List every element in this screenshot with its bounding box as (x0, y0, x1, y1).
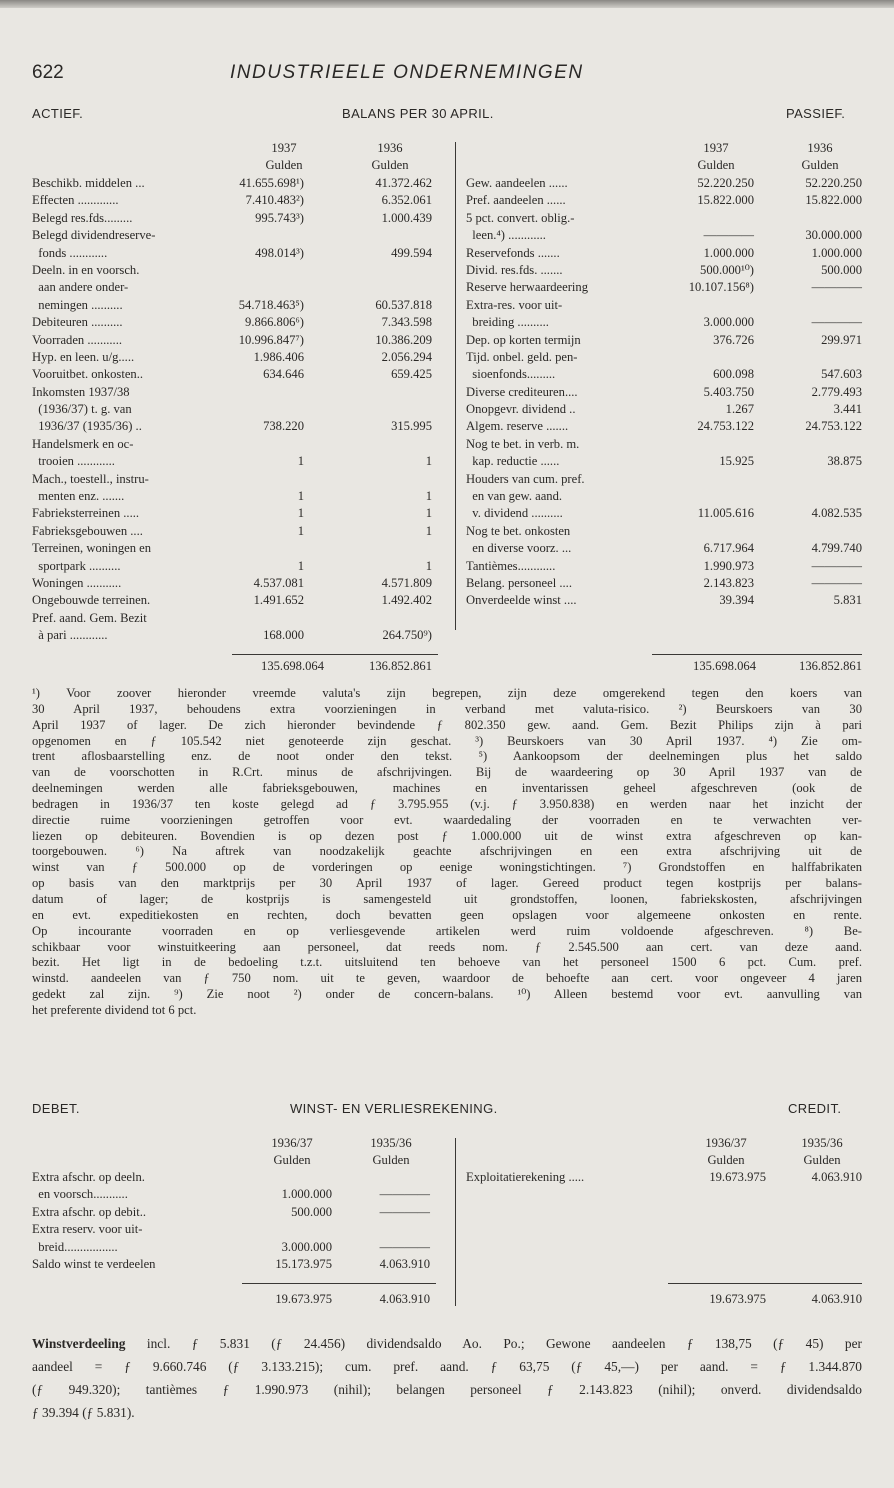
asset-value-1937: 738.220 (263, 419, 304, 434)
credit-total-y2: 4.063.910 (811, 1292, 862, 1306)
debit-row-label: Extra reserv. voor uit- (32, 1222, 143, 1237)
asset-value-1936: 6.352.061 (381, 193, 432, 208)
debit-value-y1: 15.173.975 (275, 1256, 332, 1271)
asset-row-label: Beschikb. middelen ... (32, 176, 145, 190)
pl-divider (455, 1138, 456, 1306)
liability-value-1936 (754, 488, 862, 505)
debit-y2-header (351, 1135, 431, 1170)
asset-row-label: Fabrieksgebouwen .... (32, 523, 143, 538)
liability-value-1937: 10.107.156⁸) (688, 280, 754, 295)
footnote-line: deelnemingen werden alle fabrieksgebouwen, machines en inventarissen geheel afgeschreven (ook de (32, 781, 862, 796)
liability-value-1937: 3.000.000 (703, 315, 754, 330)
liability-value-1936: ———— (811, 575, 862, 590)
unit-label: Gulden (707, 1153, 745, 1168)
profit-distribution-line: ƒ 39.394 (ƒ 5.831). (32, 1405, 135, 1420)
asset-row-label: Belegd res.fds......... (32, 210, 133, 225)
asset-row-label: Inkomsten 1937/38 (32, 384, 130, 399)
asset-row-label: fonds ............ (32, 245, 108, 260)
credit-y1-header (686, 1135, 766, 1170)
liability-value-1937 (650, 297, 754, 314)
debit-total-rule (242, 1283, 436, 1284)
debit-value-y2 (334, 1221, 430, 1238)
asset-value-1936: 659.425 (391, 367, 432, 382)
liability-value-1936: ———— (811, 280, 862, 295)
asset-value-1937 (214, 279, 304, 296)
footnote-line: datum of lager; de kostprijs is samengesteld uit grondstoffen, loonen, fabriekskosten, afschrijvingen (32, 891, 862, 906)
debit-value-y1: 1.000.000 (281, 1187, 332, 1202)
asset-row-label: Deeln. in en voorsch. (32, 262, 140, 277)
assets-1936-header (350, 140, 430, 175)
asset-row-label: Belegd dividendreserve- (32, 228, 156, 243)
liability-value-1937: 1.267 (725, 402, 754, 417)
unit-label: Gulden (801, 158, 839, 173)
pl-debet-caption: DEBET. (32, 1101, 80, 1116)
debit-value-y1 (234, 1169, 332, 1186)
liability-value-1936: 4.799.740 (811, 541, 862, 556)
liability-value-1936: 3.441 (833, 402, 862, 417)
asset-value-1936: 41.372.462 (375, 176, 432, 190)
profit-distribution-line: Winstverdeeling incl. ƒ 5.831 (ƒ 24.456) dividendsaldo Ao. Po.; Gewone aandeelen ƒ 138,75 (ƒ 45) per (32, 1336, 862, 1351)
liability-row-label: Dep. op korten termijn (466, 332, 581, 347)
liability-row-label: Tantièmes............ (466, 558, 556, 573)
liability-value-1937 (650, 523, 754, 540)
asset-row-label: 1936/37 (1935/36) .. (32, 419, 142, 434)
asset-value-1937: 4.537.081 (253, 575, 304, 590)
assets-total-1936: 136.852.861 (369, 659, 432, 673)
liability-value-1937 (650, 436, 754, 453)
asset-value-1937: 1 (297, 558, 304, 573)
asset-value-1937: 168.000 (263, 628, 304, 643)
footnote-line: en evt. expeditiekosten en rechten, doch bevatten geen opslagen voor algemeene onkosten en rente. (32, 907, 862, 922)
liability-row-label: Algem. reserve ....... (466, 419, 569, 434)
debit-row-label: breid................. (32, 1239, 118, 1254)
debit-y1-header (252, 1135, 332, 1170)
asset-value-1936: 1 (425, 523, 432, 538)
asset-value-1937: 498.014³) (255, 245, 304, 260)
asset-value-1936: 60.537.818 (375, 297, 432, 312)
asset-value-1937 (214, 227, 304, 244)
liability-value-1936 (754, 471, 862, 488)
footnote-line: op basis van den marktprijs per 30 April 1937 of lager. Gereed product tegen kostprijs per balans- (32, 876, 862, 891)
liability-value-1936: 547.603 (821, 367, 862, 382)
asset-value-1936: 2.056.294 (381, 349, 432, 364)
footnote-line: Op incourante voorraden en op verliesgevende artikelen werd ruim voldoende afgeschreven. ⁸) Be- (32, 923, 862, 938)
footnote-line: April 1937 of lager. De zich hieronder bevindende ƒ 802.350 gew. aand. Gem. Bezit Philips zijn à pari (32, 717, 862, 732)
pl-title: WINST- EN VERLIESREKENING. (290, 1101, 498, 1116)
year-header: 1936/37 (271, 1136, 313, 1150)
liability-value-1936 (754, 297, 862, 314)
asset-value-1937: 41.655.698¹) (239, 176, 304, 190)
asset-row-label: trooien ............ (32, 454, 115, 469)
asset-value-1937: 995.743³) (255, 210, 304, 225)
asset-value-1936: 264.750⁹) (382, 628, 432, 643)
liab-total-rule (652, 654, 862, 655)
asset-value-1937: 1.491.652 (253, 593, 304, 608)
asset-value-1936 (314, 610, 432, 627)
asset-value-1937: 1 (297, 506, 304, 521)
liability-row-label: Houders van cum. pref. (466, 471, 585, 486)
liability-row-label: Reservefonds ....... (466, 245, 560, 260)
balance-divider (455, 142, 456, 630)
liability-value-1937 (650, 488, 754, 505)
liability-value-1936: 2.779.493 (811, 384, 862, 399)
assets-1937-header (244, 140, 324, 175)
year-header: 1937 (703, 141, 729, 155)
asset-value-1937: 1 (297, 523, 304, 538)
asset-value-1936: 1 (425, 454, 432, 469)
debit-total-y2: 4.063.910 (379, 1292, 430, 1306)
liab-1937-header (676, 140, 756, 175)
liability-value-1936: 30.000.000 (805, 228, 862, 243)
year-header: 1935/36 (370, 1136, 412, 1150)
liability-row-label: Gew. aandeelen ...... (466, 176, 568, 190)
asset-row-label: sportpark .......... (32, 558, 121, 573)
debit-row-label: Saldo winst te verdeelen (32, 1256, 156, 1271)
unit-label: Gulden (697, 158, 735, 173)
footnote-line: bezit. Het ligt in de bedoeling t.z.t. uitsluitend ten behoeve van het personeel 1500 6 pct. Cum. pref. (32, 955, 862, 970)
liability-value-1936: 38.875 (827, 454, 862, 469)
liability-value-1936 (754, 349, 862, 366)
credit-total-y1: 19.673.975 (709, 1292, 766, 1306)
debit-value-y1 (234, 1221, 332, 1238)
asset-value-1937: 1 (297, 489, 304, 504)
asset-value-1937 (214, 610, 304, 627)
debit-row-label: Extra afschr. op debit.. (32, 1204, 147, 1219)
asset-row-label: (1936/37) t. g. van (32, 402, 132, 417)
liability-value-1937: 376.726 (713, 332, 754, 347)
liability-value-1936: ———— (811, 315, 862, 330)
asset-value-1937 (214, 471, 304, 488)
asset-row-label: Fabrieksterreinen ..... (32, 506, 140, 521)
footnote-line: directie ruime voorzieningen getroffen voor evt. waardedaling der voorraden en te verwachten ver- (32, 812, 862, 827)
asset-value-1937: 10.996.847⁷) (238, 332, 304, 347)
liability-row-label: Belang. personeel .... (466, 575, 572, 590)
liability-row-label: 5 pct. convert. oblig.- (466, 210, 575, 225)
asset-value-1936 (314, 279, 432, 296)
asset-value-1937 (214, 436, 304, 453)
debit-value-y2: 4.063.910 (379, 1256, 430, 1271)
footnote-line: winst van ƒ 500.000 op de vorderingen op eenige woningstichtingen. ⁷) Grondstoffen en halffabrikaten (32, 860, 862, 875)
debit-value-y2: ———— (379, 1204, 430, 1219)
balance-title: BALANS PER 30 APRIL. (342, 106, 494, 121)
year-header: 1937 (271, 141, 297, 155)
asset-row-label: Hyp. en leen. u/g..... (32, 349, 135, 364)
liability-row-label: Tijd. onbel. geld. pen- (466, 349, 578, 364)
footnote-line: winstd. aandeelen van ƒ 750 nom. uit te geven, waardoor de behoefte aan cert. voor ongeveer 4 jaren (32, 971, 862, 986)
debit-row-label: Extra afschr. op deeln. (32, 1170, 145, 1184)
asset-value-1937: 9.866.806⁶) (245, 315, 304, 330)
profit-distribution-line: aandeel = ƒ 9.660.746 (ƒ 3.133.215); cum. pref. aand. ƒ 63,75 (ƒ 45,—) per aand. = ƒ 1.344.870 (32, 1359, 862, 1374)
liability-value-1937: 6.717.964 (703, 541, 754, 556)
liability-value-1936: 500.000 (821, 262, 862, 277)
liability-row-label: Onopgevr. dividend .. (466, 402, 576, 417)
credit-row-label: Exploitatierekening ..... (466, 1170, 585, 1184)
footnote-line: schikbaar voor winstuitkeering aan personeel, dat reeds nom. ƒ 2.545.500 aan cert. van deze aand. (32, 939, 862, 954)
liability-value-1936: 1.000.000 (811, 245, 862, 260)
asset-value-1937: 7.410.483²) (245, 193, 304, 208)
asset-row-label: Ongebouwde terreinen. (32, 593, 151, 608)
liability-value-1936 (754, 210, 862, 227)
liability-value-1936: 15.822.000 (805, 193, 862, 208)
asset-value-1936: 10.386.209 (375, 332, 432, 347)
asset-value-1937: 634.646 (263, 367, 304, 382)
asset-value-1936 (314, 471, 432, 488)
asset-row-label: Effecten ............. (32, 193, 119, 208)
unit-label: Gulden (265, 158, 303, 173)
asset-value-1937: 54.718.463⁵) (238, 297, 304, 312)
liability-value-1936: 24.753.122 (805, 419, 862, 434)
footnote-line: van de voorschotten in R.Crt. minus de afschrijvingen. Bij de waardeering op 30 April 1937 van de (32, 765, 862, 780)
liab-1937-column (650, 175, 754, 610)
page-number: 622 (32, 62, 64, 83)
liability-value-1937: 15.925 (719, 454, 754, 469)
footnote-line: gedekt zal zijn. ⁹) Zie noot ²) onder de concern-balans. ¹⁰) Alleen bestemd voor evt. aanvulling van (32, 987, 862, 1002)
credit-value-y2: 4.063.910 (811, 1170, 862, 1184)
asset-value-1936: 499.594 (391, 245, 432, 260)
footnote-line: bedragen in 1936/37 ten koste gelegd ad ƒ 3.795.955 (v.j. ƒ 3.950.838) en werden naar het inzicht der (32, 796, 862, 811)
liability-value-1937: 24.753.122 (697, 419, 754, 434)
liab-1936-header (780, 140, 860, 175)
liability-value-1936 (754, 436, 862, 453)
asset-value-1936: 7.343.598 (381, 315, 432, 330)
assets-1936-column (314, 175, 432, 645)
liability-value-1936: 5.831 (833, 593, 862, 608)
liability-row-label: en van gew. aand. (466, 489, 563, 504)
asset-row-label: Voorraden ........... (32, 332, 123, 347)
liability-row-label: Pref. aandeelen ...... (466, 193, 566, 208)
credit-y2-column (762, 1169, 862, 1186)
profit-distribution (32, 1332, 862, 1424)
asset-row-label: Terreinen, woningen en (32, 541, 152, 556)
liability-value-1937: 2.143.823 (703, 575, 754, 590)
liab-total-1936: 136.852.861 (799, 659, 862, 673)
debit-y1-column (234, 1169, 332, 1273)
footnote-line: ¹) Voor zoover hieronder vreemde valuta's zijn begrepen, zijn deze omgerekend tegen den koers van (32, 686, 862, 700)
credit-y1-column (664, 1169, 766, 1186)
liability-row-label: sioenfonds......... (466, 367, 556, 382)
credit-value-y1: 19.673.975 (709, 1170, 766, 1184)
asset-value-1936: 315.995 (391, 419, 432, 434)
year-header: 1936 (377, 141, 403, 155)
footnote-line: liezen op debiteuren. Bovendien is op dezen post ƒ 1.000.000 uit de winst extra afgeschreven op kan- (32, 828, 862, 843)
asset-row-label: menten enz. ....... (32, 489, 125, 504)
liability-row-label: Reserve herwaardeering (466, 280, 589, 295)
debit-value-y1: 3.000.000 (281, 1239, 332, 1254)
balance-actief-caption: ACTIEF. (32, 106, 84, 121)
footnote-line: het preferente dividend tot 6 pct. (32, 1002, 197, 1017)
liability-value-1936 (754, 523, 862, 540)
assets-total-rule (232, 654, 438, 655)
liab-labels-column (466, 175, 676, 610)
unit-label: Gulden (371, 158, 409, 173)
liab-total-1937: 135.698.064 (693, 659, 756, 673)
debit-row-label: en voorsch........... (32, 1187, 128, 1202)
asset-value-1937 (214, 384, 304, 401)
asset-row-label: Handelsmerk en oc- (32, 436, 134, 451)
debit-value-y1: 500.000 (291, 1204, 332, 1219)
assets-total-1937: 135.698.064 (261, 659, 324, 673)
credit-y2-header (782, 1135, 862, 1170)
debit-value-y2 (334, 1169, 430, 1186)
credit-labels-column (466, 1169, 676, 1186)
debit-value-y2: ———— (379, 1187, 430, 1202)
liability-row-label: breiding .......... (466, 315, 549, 330)
asset-value-1936 (314, 401, 432, 418)
liability-row-label: Nog te bet. onkosten (466, 523, 571, 538)
liability-value-1937: 39.394 (719, 593, 754, 608)
asset-row-label: à pari ............ (32, 628, 108, 643)
asset-value-1937 (214, 262, 304, 279)
asset-value-1936 (314, 436, 432, 453)
asset-value-1937 (214, 401, 304, 418)
liability-value-1937: 5.403.750 (703, 384, 754, 399)
footnote-line: trent aflosbaarstelling enz. de noot onder den tekst. ⁵) Aankoopsom der deelnemingen plus het saldo (32, 749, 862, 764)
liability-value-1937 (650, 349, 754, 366)
footnote-line: toorgebouwen. ⁶) Na aftrek van noodzakelijk geachte afschrijvingen en een extra afschrijving uit de (32, 844, 862, 859)
asset-row-label: Debiteuren .......... (32, 315, 123, 330)
pl-credit-caption: CREDIT. (788, 1101, 842, 1116)
asset-value-1936: 1.492.402 (381, 593, 432, 608)
liability-row-label: v. dividend .......... (466, 506, 563, 521)
liability-row-label: en diverse voorz. ... (466, 541, 572, 556)
asset-value-1937: 1.986.406 (253, 349, 304, 364)
running-title: INDUSTRIEELE ONDERNEMINGEN (230, 62, 584, 83)
asset-row-label: nemingen .......... (32, 297, 123, 312)
liability-row-label: Nog te bet. in verb. m. (466, 436, 580, 451)
liability-value-1936: 52.220.250 (805, 176, 862, 190)
liability-value-1937: ———— (703, 228, 754, 243)
year-header: 1935/36 (801, 1136, 843, 1150)
liability-value-1937: 52.220.250 (697, 176, 754, 190)
profit-distribution-heading: Winstverdeeling (32, 1336, 126, 1351)
liability-value-1937: 11.005.616 (697, 506, 754, 521)
liab-1936-column (754, 175, 862, 610)
asset-row-label: Woningen ........... (32, 575, 122, 590)
liability-row-label: Divid. res.fds. ....... (466, 262, 563, 277)
asset-value-1936: 1 (425, 558, 432, 573)
asset-row-label: Mach., toestell., instru- (32, 471, 149, 486)
scan-top-edge (0, 0, 894, 8)
debit-value-y2: ———— (379, 1239, 430, 1254)
asset-value-1936: 1.000.439 (381, 210, 432, 225)
footnotes (32, 686, 862, 1019)
asset-value-1936 (314, 384, 432, 401)
credit-total-rule (668, 1283, 862, 1284)
unit-label: Gulden (273, 1153, 311, 1168)
liability-value-1937 (650, 471, 754, 488)
liability-value-1937: 15.822.000 (697, 193, 754, 208)
debit-labels-column (32, 1169, 242, 1273)
asset-row-label: Pref. aand. Gem. Bezit (32, 610, 147, 625)
assets-labels-column (32, 175, 242, 645)
liability-value-1937 (650, 210, 754, 227)
liability-value-1936: 299.971 (821, 332, 862, 347)
liability-value-1937: 1.000.000 (703, 245, 754, 260)
asset-value-1936 (314, 540, 432, 557)
liability-value-1936: 4.082.535 (811, 506, 862, 521)
unit-label: Gulden (372, 1153, 410, 1168)
liability-row-label: Extra-res. voor uit- (466, 297, 563, 312)
liability-value-1937: 1.990.973 (703, 558, 754, 573)
liability-value-1936: ———— (811, 558, 862, 573)
liability-row-label: kap. reductie ...... (466, 454, 560, 469)
asset-row-label: aan andere onder- (32, 280, 129, 295)
footnote-line: opgenomen en ƒ 105.542 niet genoteerde zijn geschat. ³) Beurskoers van 30 April 1937. ⁴) Zie om- (32, 733, 862, 748)
asset-value-1936: 4.571.809 (381, 575, 432, 590)
assets-1937-column (214, 175, 304, 645)
debit-total-y1: 19.673.975 (275, 1292, 332, 1306)
debit-y2-column (334, 1169, 430, 1273)
year-header: 1936/37 (705, 1136, 747, 1150)
liability-row-label: leen.⁴) ............ (466, 228, 546, 243)
unit-label: Gulden (803, 1153, 841, 1168)
footnote-line: 30 April 1937, behoudens extra voorzieningen in verband met valuta-risico. ²) Beurskoers van 30 (32, 701, 862, 716)
liability-row-label: Onverdeelde winst .... (466, 593, 577, 608)
profit-distribution-line: (ƒ 949.320); tantièmes ƒ 1.990.973 (nihil); belangen personeel ƒ 2.143.823 (nihil); onverd. dividendsaldo (32, 1382, 862, 1397)
asset-value-1937: 1 (297, 454, 304, 469)
asset-value-1936: 1 (425, 489, 432, 504)
balance-passief-caption: PASSIEF. (786, 106, 846, 121)
asset-value-1937 (214, 540, 304, 557)
liability-value-1937: 600.098 (713, 367, 754, 382)
year-header: 1936 (807, 141, 833, 155)
asset-value-1936 (314, 262, 432, 279)
asset-row-label: Vooruitbet. onkosten.. (32, 367, 144, 382)
asset-value-1936: 1 (425, 506, 432, 521)
liability-row-label: Diverse crediteuren.... (466, 384, 578, 399)
asset-value-1936 (314, 227, 432, 244)
liability-value-1937: 500.000¹⁰) (700, 262, 754, 277)
